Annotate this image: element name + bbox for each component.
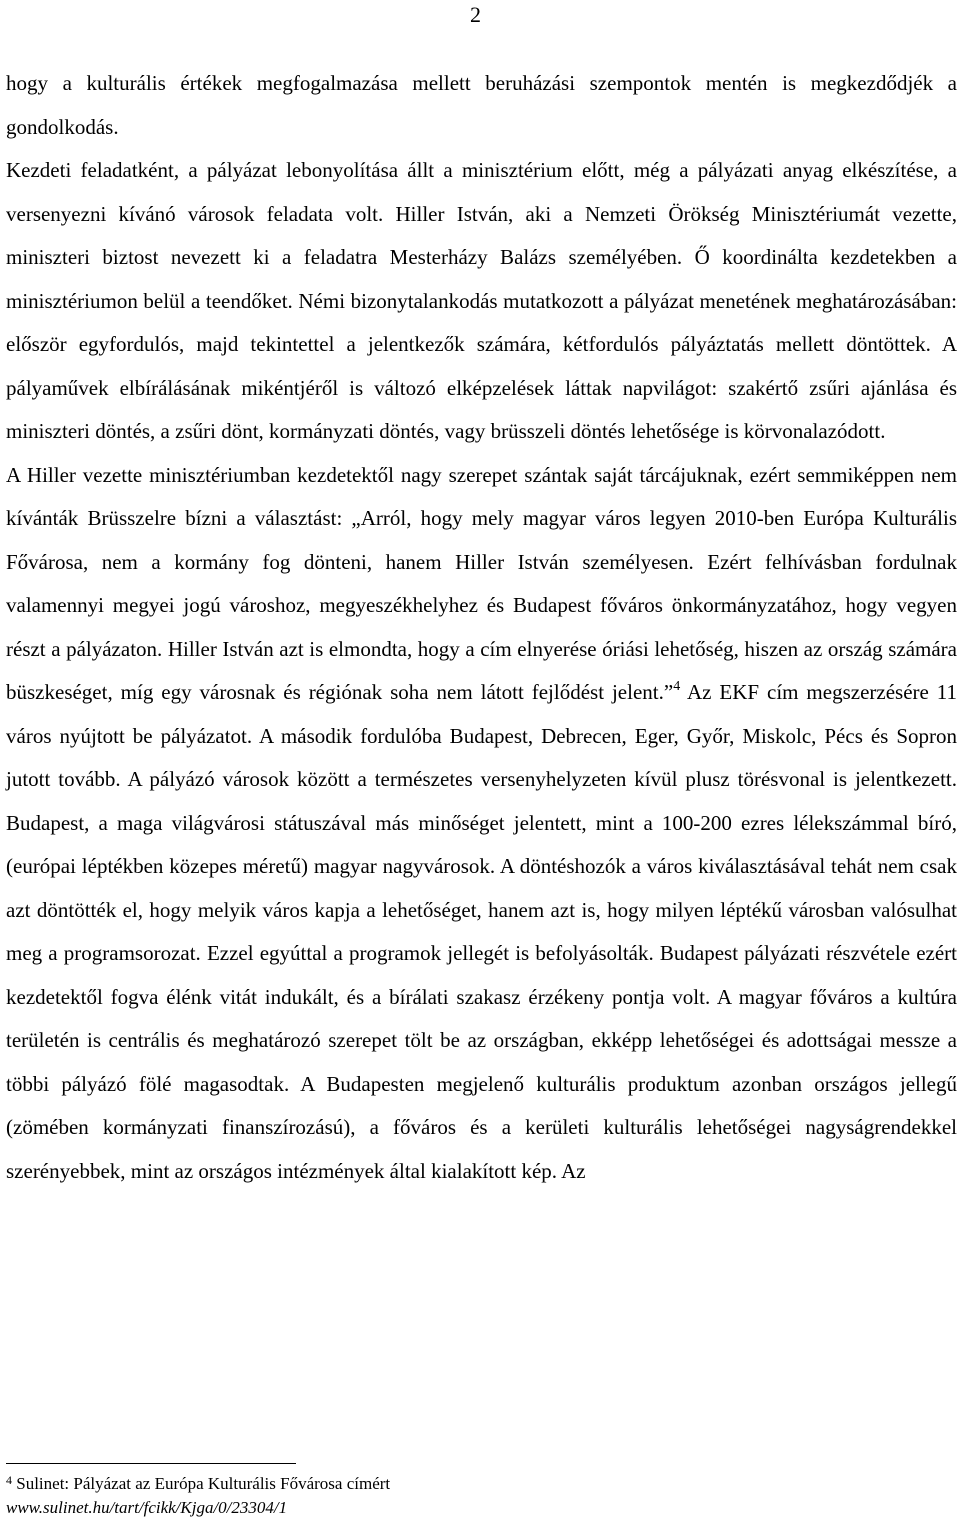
paragraph-1: hogy a kulturális értékek megfogalmazása mellett beruházási szempontok mentén is megkezdődjék a gondolkodás. — [6, 71, 957, 139]
footnote-reference: 4 — [673, 679, 681, 694]
footnote-number: 4 — [6, 1473, 12, 1487]
body-text — [6, 62, 957, 1193]
footnote-text: Sulinet: Pályázat az Európa Kulturális Fővárosa címért — [12, 1474, 391, 1493]
footnote — [6, 1472, 946, 1520]
footnote-separator — [6, 1463, 296, 1464]
paragraph-3-part-1: A Hiller vezette minisztériumban kezdetektől nagy szerepet szántak saját tárcájuknak, ezért semmiképpen nem kívánták Brüsszelre bízni a választást: „Arról, hogy mely magyar város legyen 2010-ben Európa Kulturális Fővárosa, nem a kormány fog dönteni, hanem Hiller István személyesen. Ezért felhívásban fordulnak valamennyi megyei jogú városhoz, megyeszékhelyhez és Budapest főváros önkormányzatához, hogy vegyen részt a pályázaton. Hiller István azt is elmondta, hogy a cím elnyerése óriási lehetőség, hiszen az ország számára büszkeséget, míg egy városnak és régiónak soha nem látott fejlődést jelent.” — [6, 462, 957, 704]
paragraph-2: Kezdeti feladatként, a pályázat lebonyolítása állt a minisztérium előtt, még a pályázati anyag elkészítése, a versenyezni kívánó városok feladata volt. Hiller István, aki a Nemzeti Örökség Minisztériumát vezette, miniszteri biztost nevezett ki a feladatra Mesterházy Balázs személyében. Ő koordinálta kezdetekben a minisztériumon belül a teendőket. Némi bizonytalankodás mutatkozott a pályázat menetének meghatározásában: először egyfordulós, majd tekintettel a jelentkezők számára, kétfordulós pályáztatás mellett döntöttek. A pályaművek elbírálásának mikéntjéről is változó elképzelések láttak napvilágot: szakértő zsűri ajánlása és miniszteri döntés, a zsűri dönt, kormányzati döntés, vagy brüsszeli döntés lehetősége is körvonalazódott. — [6, 158, 957, 443]
page-number: 2 — [470, 2, 481, 27]
paragraph-3 — [6, 454, 957, 1194]
footnote-url: www.sulinet.hu/tart/fcikk/Kjga/0/23304/1 — [6, 1498, 288, 1517]
paragraph-3-part-2: Az EKF cím megszerzésére 11 város nyújtott be pályázatot. A második fordulóba Budapest, Debrecen, Eger, Győr, Miskolc, Pécs és Sopron jutott tovább. A pályázó városok között a természetes versenyhelyzeten kívül plusz törésvonal is jelentkezett. Budapest, a maga világvárosi státuszával más minőséget jelentett, mint a 100-200 ezres lélekszámmal bíró, (európai léptékben közepes méretű) magyar nagyvárosok. A döntéshozók a város kiválasztásával tehát nem csak azt döntötték el, hogy melyik város kapja a lehetőséget, hanem azt is, hogy milyen léptékű városban valósulhat meg a programsorozat. Ezzel egyúttal a programok jellegét is befolyásolták. Budapest pályázati részvétele ezért kezdetektől fogva élénk vitát indukált, és a bírálati szakasz érzékeny pontja volt. A magyar főváros a kultúra területén is centrális és meghatározó szerepet tölt be az országban, ekképp lehetőségei és adottságai messze a többi pályázó fölé magasodtak. A Budapesten megjelenő kulturális produktum azonban országos jellegű (zömében kormányzati finanszírozású), a főváros és a kerületi kulturális lehetőségei nagyságrendekkel szerényebbek, mint az országos intézmények által kialakított kép. Az — [6, 680, 957, 1183]
